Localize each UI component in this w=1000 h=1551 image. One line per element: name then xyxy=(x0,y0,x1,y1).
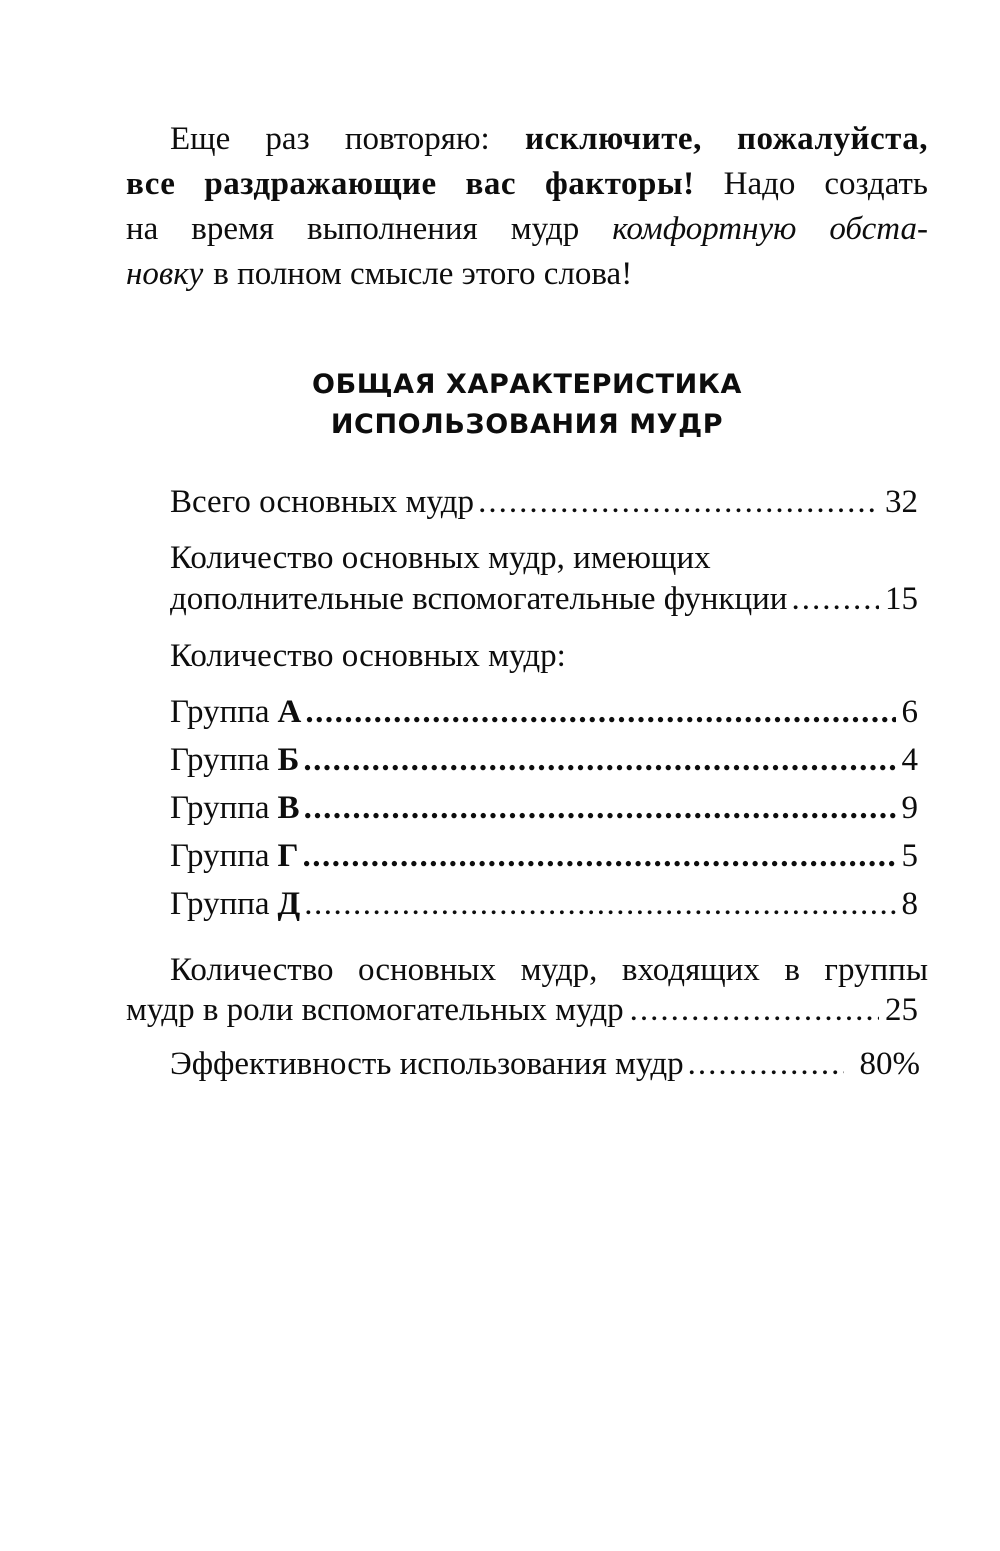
stat-support-value: 25 xyxy=(885,992,918,1028)
dot-leader xyxy=(791,579,879,619)
group-row xyxy=(170,836,918,876)
support-word: группы xyxy=(824,952,928,988)
intro-bold-word: пожалуйста, xyxy=(737,121,928,157)
group-value: 6 xyxy=(901,694,918,730)
group-letter: Г xyxy=(277,838,299,874)
intro-word: Еще xyxy=(170,121,231,157)
intro-word: в полном смысле этого слова! xyxy=(213,256,633,292)
intro-bold-word: вас xyxy=(465,166,516,202)
stat-total-value: 32 xyxy=(885,484,918,520)
stat-efficiency-value: 80% xyxy=(859,1046,920,1082)
group-label: Группа xyxy=(170,790,270,826)
dot-leader xyxy=(305,692,895,732)
group-value: 8 xyxy=(901,886,918,922)
group-row xyxy=(170,788,918,828)
intro-word: создать xyxy=(824,166,928,202)
support-word: входящих xyxy=(621,952,760,988)
group-value: 5 xyxy=(901,838,918,874)
stat-aux-row xyxy=(170,579,918,619)
intro-word: повторяю: xyxy=(344,121,490,157)
heading-line-1: ОБЩАЯ ХАРАКТЕРИСТИКА xyxy=(312,369,742,400)
intro-bold-word: исключите, xyxy=(524,121,702,157)
support-word: в xyxy=(784,952,800,988)
group-label: Группа xyxy=(170,742,270,778)
dot-leader xyxy=(688,1044,844,1084)
section-heading xyxy=(126,365,928,445)
stat-total-label: Всего основных мудр xyxy=(170,484,475,520)
dot-leader xyxy=(630,990,879,1030)
support-word: Количество xyxy=(170,952,334,988)
dot-leader xyxy=(304,884,895,924)
intro-bold-word: факторы! xyxy=(544,166,695,202)
support-word: мудр, xyxy=(520,952,598,988)
group-row xyxy=(170,740,918,780)
stat-aux-label-line-1 xyxy=(170,538,918,578)
intro-italic-word: обста- xyxy=(829,211,928,247)
group-row xyxy=(170,884,918,924)
intro-word: время xyxy=(191,211,275,247)
intro-italic-word: комфортную xyxy=(612,211,797,247)
stat-aux-label-2: дополнительные вспомогательные функции xyxy=(170,581,788,617)
group-letter: В xyxy=(277,790,300,826)
group-label: Группа xyxy=(170,886,270,922)
intro-line-3 xyxy=(126,207,928,252)
intro-word: выполнения xyxy=(306,211,478,247)
group-value: 4 xyxy=(901,742,918,778)
stat-aux-value: 15 xyxy=(885,581,918,617)
group-label: Группа xyxy=(170,838,270,874)
group-letter: Д xyxy=(277,886,301,922)
intro-line-2 xyxy=(126,162,928,207)
group-letter: А xyxy=(277,694,302,730)
dot-leader xyxy=(303,836,896,876)
groups-intro xyxy=(170,636,918,676)
intro-bold-word: все xyxy=(126,166,176,202)
stat-support-line-2 xyxy=(126,990,928,1030)
intro-word: Надо xyxy=(723,166,796,202)
dot-leader xyxy=(304,788,896,828)
intro-paragraph xyxy=(126,117,928,297)
group-letter: Б xyxy=(277,742,300,778)
stat-support-label: мудр в роли вспомогательных мудр xyxy=(126,992,624,1028)
intro-word: мудр xyxy=(510,211,580,247)
stat-total-row xyxy=(170,482,918,522)
stat-efficiency-label: Эффективность использования мудр xyxy=(170,1046,684,1082)
intro-word: раз xyxy=(265,121,310,157)
group-label: Группа xyxy=(170,694,270,730)
intro-line-4 xyxy=(126,252,928,297)
stat-aux-label-1: Количество основных мудр, имеющих xyxy=(170,540,711,576)
intro-line-1 xyxy=(126,117,928,162)
support-word: основных xyxy=(358,952,497,988)
dot-leader xyxy=(303,740,895,780)
groups-intro-text: Количество основных мудр: xyxy=(170,638,566,674)
heading-line-2: ИСПОЛЬЗОВАНИЯ МУДР xyxy=(330,409,724,440)
intro-word: на xyxy=(126,211,159,247)
stat-efficiency-row xyxy=(170,1044,920,1084)
intro-bold-word: раздражающие xyxy=(204,166,437,202)
group-row xyxy=(170,692,918,732)
group-value: 9 xyxy=(901,790,918,826)
stat-support xyxy=(126,950,928,1030)
intro-italic-word: новку xyxy=(126,256,204,292)
dot-leader xyxy=(478,482,879,522)
stat-support-line-1 xyxy=(126,950,928,990)
